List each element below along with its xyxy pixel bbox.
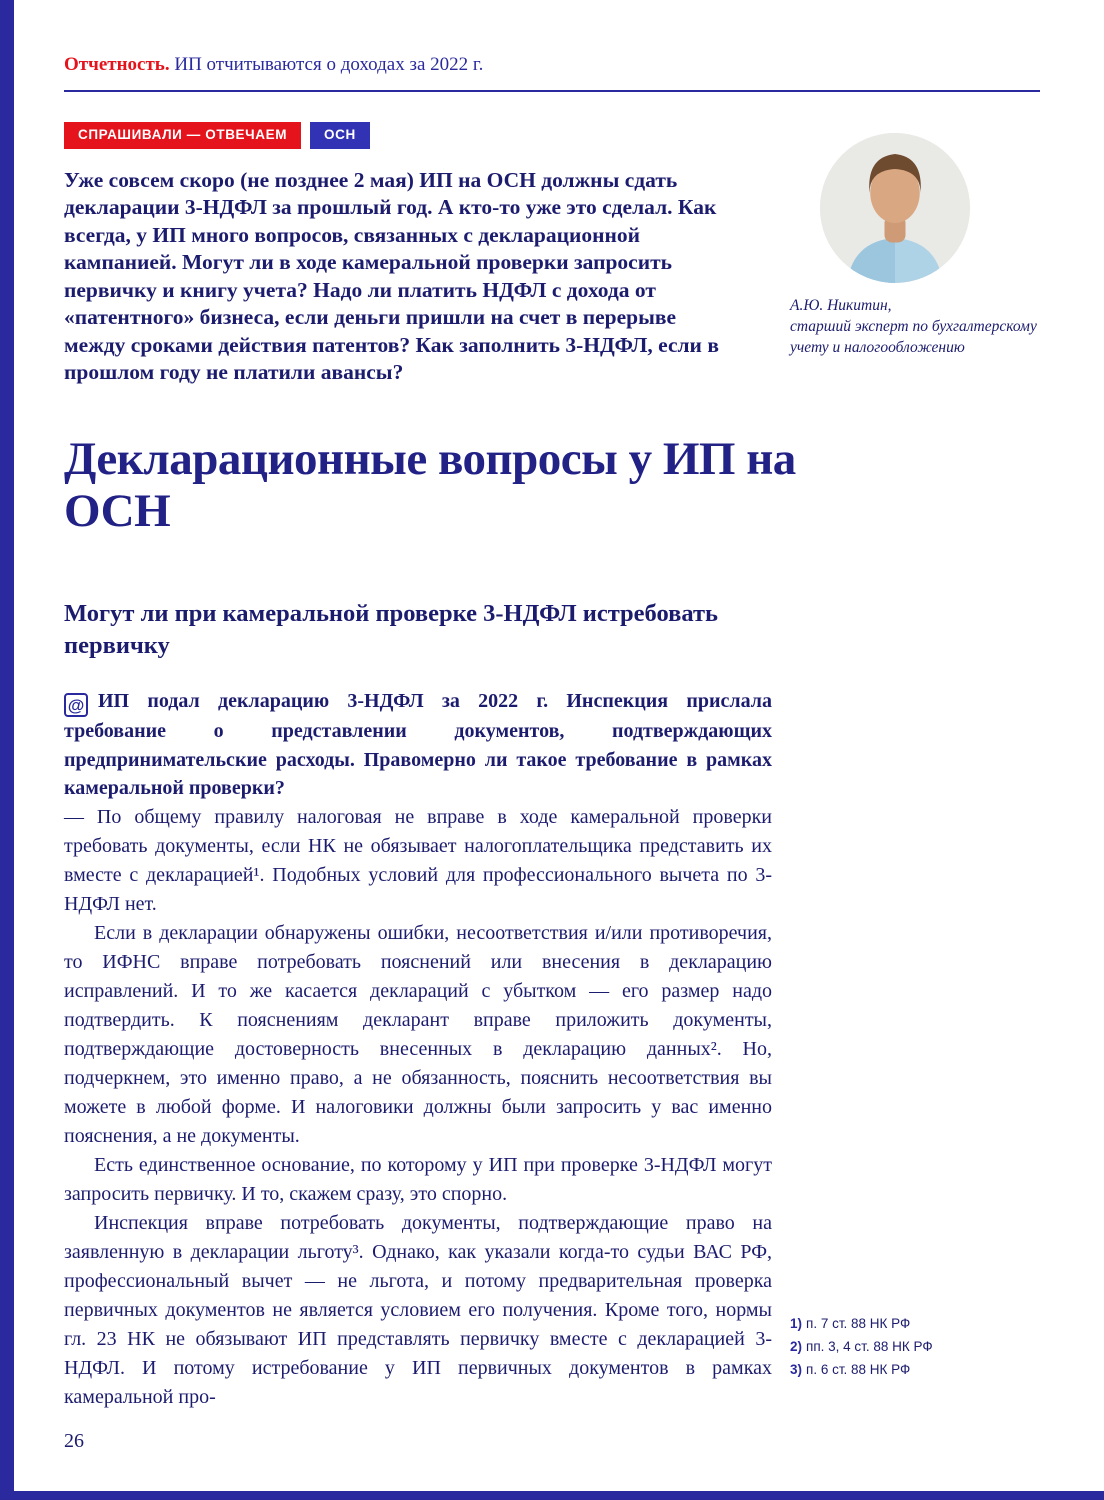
- page-number: 26: [64, 1430, 84, 1452]
- qa-badge: СПРАШИВАЛИ — ОТВЕЧАЕМ: [64, 122, 301, 149]
- answer-paragraph: Инспекция вправе потребовать документы, подтверждающие право на заявленную в декларации льготу³. Однако, как указали когда-то судьи ВАС РФ, профессиональный вычет — не льгота, и потому предварительная проверка первичных документов не является условием его получения. Кроме того, нормы гл. 23 НК не обязывают ИП представлять первичку вместе с декларацией 3-НДФЛ. И потому истребование у ИП первичных документов в рамках камеральной про-: [64, 1211, 772, 1408]
- page-header: [64, 54, 1040, 92]
- answer-body: [64, 803, 772, 1412]
- answer-paragraph: — По общему правилу налоговая не вправе в ходе камеральной проверки требовать документы, если НК не обязывает налогоплательщика представить их вместе с декларацией¹. Подобных условий для профессионального вычета по 3-НДФЛ нет.: [64, 805, 772, 915]
- footnote: [790, 1312, 1050, 1335]
- footnote-number: 3): [790, 1362, 803, 1377]
- tax-regime-badge: ОСН: [310, 122, 370, 149]
- footnote-text: п. 6 ст. 88 НК РФ: [806, 1362, 911, 1377]
- footnote-number: 1): [790, 1316, 803, 1331]
- answer-paragraph: Если в декларации обнаружены ошибки, несоответствия и/или противоречия, то ИФНС вправе потребовать пояснений или внесения в декларацию исправлений. И то же касается деклараций с убытком — его размер надо подтвердить. К пояснениям декларант вправе приложить документы, подтверждающие достоверность внесенных в декларацию данных². Но, подчеркнем, это именно право, а не обязанность, пояснить несоответствия вы можете в любой форме. И налоговики должны были запросить у вас именно пояснения, а не документы.: [64, 921, 772, 1147]
- answer-paragraph: Есть единственное основание, по которому у ИП при проверке 3-НДФЛ могут запросить первичку. И то, скажем сразу, это спорно.: [64, 1153, 772, 1205]
- header-topic: ИП отчитываются о доходах за 2022 г.: [169, 54, 484, 75]
- question-paragraph: [64, 687, 772, 803]
- footnote-text: пп. 3, 4 ст. 88 НК РФ: [806, 1339, 933, 1354]
- author-caption: [790, 295, 1042, 358]
- question-text: ИП подал декларацию 3-НДФЛ за 2022 г. Инспекция прислала требование о представлении документов, подтверждающих предпринимательские расходы. Правомерно ли такое требование в рамках камеральной проверки?: [64, 690, 772, 800]
- author-title: старший эксперт по бухгалтерскому учету и налогообложению: [790, 318, 1037, 356]
- footnotes: [790, 1312, 1050, 1381]
- lead-paragraph: Уже совсем скоро (не позднее 2 мая) ИП на ОСН должны сдать декларации 3-НДФЛ за прошлый год. А кто-то уже это сделал. Как всегда, у ИП много вопросов, связанных с декларационной кампанией. Могут ли в ходе камеральной проверки запросить первичку и книгу учета? Надо ли платить НДФЛ с дохода от «патентного» бизнеса, если деньги пришли на счет в перерыве между сроками действия патентов? Как заполнить 3-НДФЛ, если в прошлом году не платили авансы?: [64, 167, 719, 384]
- footnote: [790, 1358, 1050, 1381]
- article-title: Декларационные вопросы у ИП на ОСН: [64, 432, 796, 538]
- author-name: А.Ю. Никитин,: [790, 297, 892, 314]
- author-photo-image: [820, 133, 970, 283]
- bottom-accent-bar: [0, 1491, 1104, 1500]
- badges-row: [64, 122, 772, 149]
- right-column: [790, 133, 1042, 358]
- author-photo: [820, 133, 970, 283]
- footnote-text: п. 7 ст. 88 НК РФ: [806, 1316, 911, 1331]
- left-accent-bar: [0, 0, 14, 1500]
- footnote: [790, 1335, 1050, 1358]
- main-column: [64, 122, 796, 1412]
- at-icon: @: [64, 693, 88, 717]
- footnote-number: 2): [790, 1339, 803, 1354]
- header-rubric: Отчетность.: [64, 54, 170, 75]
- section-heading: Могут ли при камеральной проверке 3-НДФЛ истребовать первичку: [64, 599, 718, 659]
